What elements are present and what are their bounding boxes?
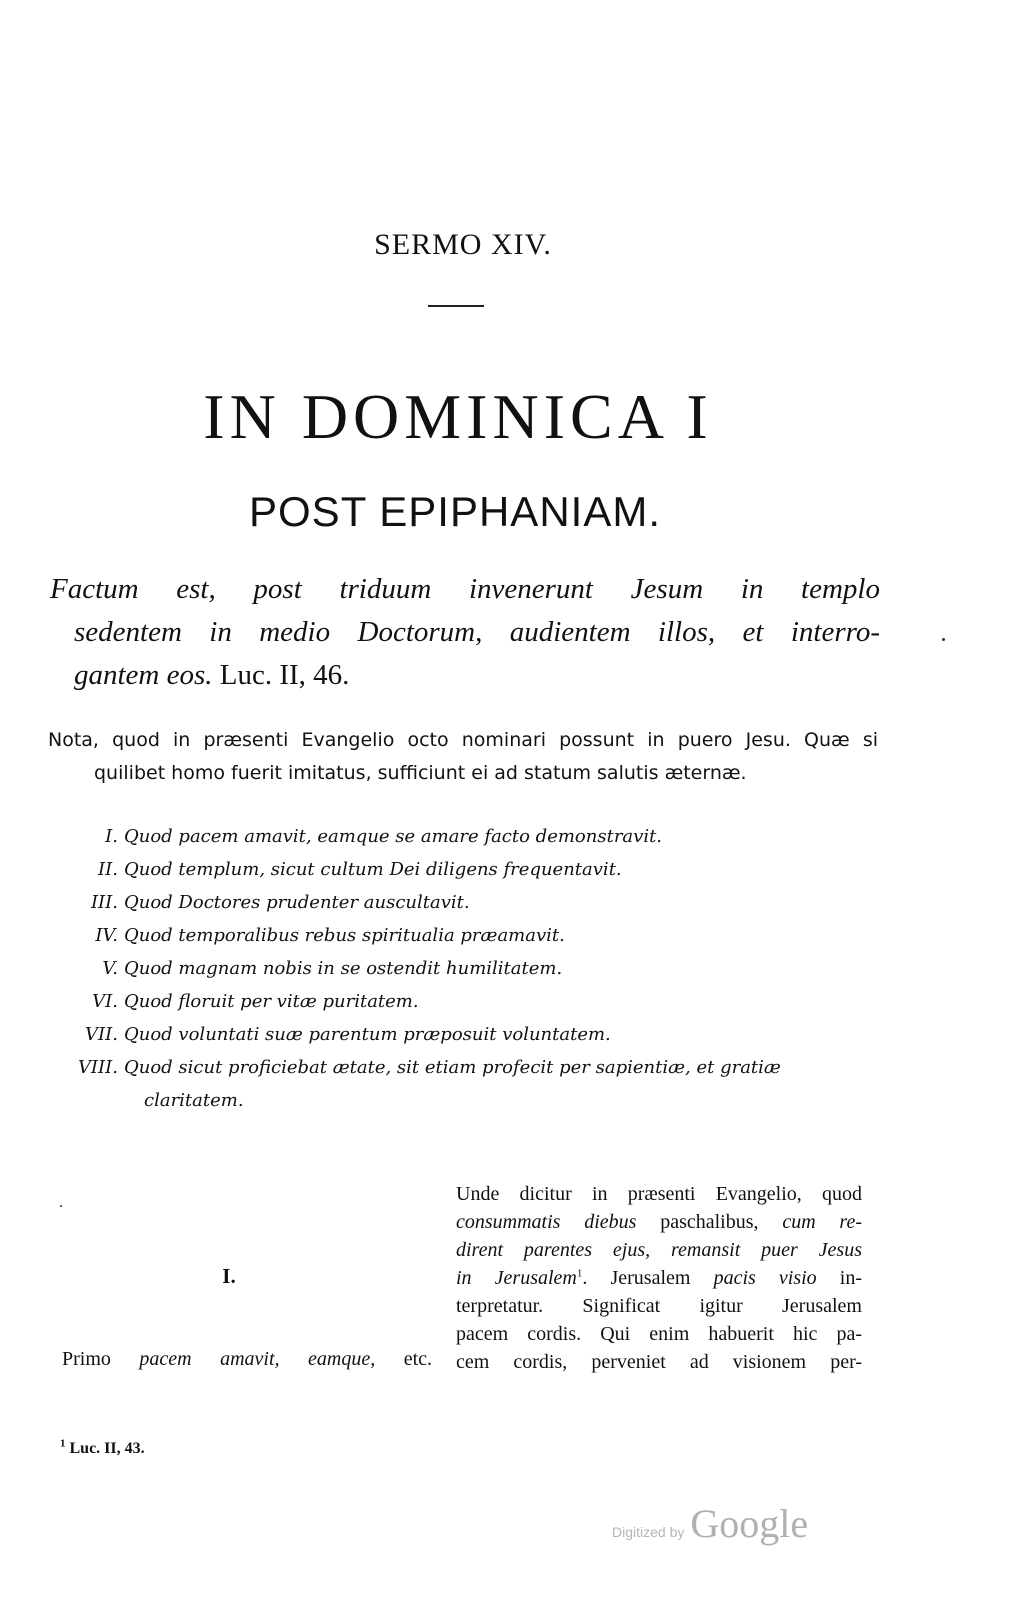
list-item — [60, 985, 880, 1018]
epigraph-text: Factum est, post triduum invenerunt Jesum in templo — [50, 573, 880, 605]
scan-speck — [942, 638, 945, 641]
point-number: VIII. — [77, 1057, 118, 1078]
body-column — [456, 1180, 862, 1376]
point-text: claritatem. — [144, 1090, 244, 1111]
body-text: cem cordis, perveniet ad visionem per- — [456, 1351, 862, 1373]
list-item — [60, 919, 880, 952]
body-text: . Jerusalem — [582, 1267, 714, 1289]
epigraph-line — [50, 654, 880, 697]
point-number: IV. — [95, 925, 118, 946]
page-subtitle: POST EPIPHANIAM. — [249, 488, 661, 535]
body-text: terpretatur. Significat igitur Jerusalem — [456, 1295, 862, 1317]
epigraph-text: gantem eos. — [74, 659, 213, 691]
sermon-number: SERMO XIV. — [374, 228, 552, 261]
list-item — [60, 820, 880, 853]
footnote-marker: 1 — [576, 1267, 583, 1280]
point-text: Quod magnam nobis in se ostendit humilitatem. — [124, 958, 563, 979]
list-item — [60, 1018, 880, 1051]
epigraph-line — [50, 568, 880, 611]
section-number: I. — [222, 1264, 236, 1288]
body-italic: consummatis diebus — [456, 1211, 637, 1233]
epigraph-text: sedentem in medio Doctorum, audientem illos, et interro- — [74, 616, 880, 648]
body-line — [456, 1180, 862, 1208]
primo-etc: etc. — [375, 1348, 433, 1370]
point-number: III. — [90, 892, 118, 913]
watermark-prefix: Digitized by — [612, 1524, 685, 1540]
footnote-text: Luc. II, 43. — [65, 1440, 145, 1457]
body-italic: cum re- — [782, 1211, 862, 1233]
point-text: Quod voluntati suæ parentum præposuit voluntatem. — [124, 1024, 611, 1045]
nota-line: quilibet homo fuerit imitatus, sufficiunt ei ad statum salutis æternæ. — [94, 762, 747, 784]
body-text: paschalibus, — [636, 1211, 783, 1233]
list-item — [60, 952, 880, 985]
body-text: in- — [816, 1267, 862, 1289]
body-text: pacem cordis. Qui enim habuerit hic pa- — [456, 1323, 862, 1345]
list-item — [60, 1051, 880, 1084]
primo-text: Primo — [62, 1348, 140, 1370]
scripture-reference: Luc. II, 46. — [212, 659, 350, 691]
point-text: Quod Doctores prudenter auscultavit. — [124, 892, 470, 913]
nota-line: Nota, quod in præsenti Evangelio octo nominari possunt in puero Jesu. Quæ si — [48, 729, 878, 751]
nota-paragraph — [48, 724, 878, 790]
point-text: Quod pacem amavit, eamque se amare facto demonstravit. — [124, 826, 663, 847]
list-item — [60, 1084, 880, 1117]
google-logo: Google — [690, 1501, 809, 1546]
section-heading — [62, 1348, 432, 1371]
body-line — [456, 1292, 862, 1320]
title-divider — [428, 305, 484, 307]
primo-italic: pacem amavit, eamque, — [139, 1348, 376, 1370]
point-number: II. — [98, 859, 118, 880]
point-text: Quod temporalibus rebus spiritualia præamavit. — [124, 925, 565, 946]
page-title: IN DOMINICA I — [203, 381, 713, 452]
body-line — [456, 1208, 862, 1236]
digitized-watermark — [612, 1500, 808, 1547]
footnote — [60, 1437, 145, 1458]
body-italic: pacis visio — [713, 1267, 817, 1289]
body-line — [456, 1348, 862, 1376]
body-line — [456, 1236, 862, 1264]
scan-speck — [60, 1205, 62, 1207]
list-item — [60, 886, 880, 919]
body-italic: dirent parentes ejus, remansit puer Jesus — [456, 1239, 862, 1261]
point-text: Quod templum, sicut cultum Dei diligens frequentavit. — [124, 859, 622, 880]
point-text: Quod floruit per vitæ puritatem. — [124, 991, 419, 1012]
points-list — [60, 820, 880, 1117]
point-number: I. — [105, 826, 118, 847]
body-italic: in Jerusalem — [456, 1267, 577, 1289]
body-text: Unde dicitur in præsenti Evangelio, quod — [456, 1183, 862, 1205]
point-number: VII. — [85, 1024, 118, 1045]
point-number: V. — [102, 958, 118, 979]
body-line — [456, 1264, 862, 1292]
body-line — [456, 1320, 862, 1348]
point-number: VI. — [92, 991, 118, 1012]
point-text: Quod sicut proficiebat ætate, sit etiam profecit per sapientiæ, et gratiæ — [124, 1057, 781, 1078]
list-item — [60, 853, 880, 886]
epigraph-line — [50, 611, 880, 654]
footnote-marker: 1 — [60, 1437, 66, 1450]
scripture-epigraph — [50, 568, 880, 697]
